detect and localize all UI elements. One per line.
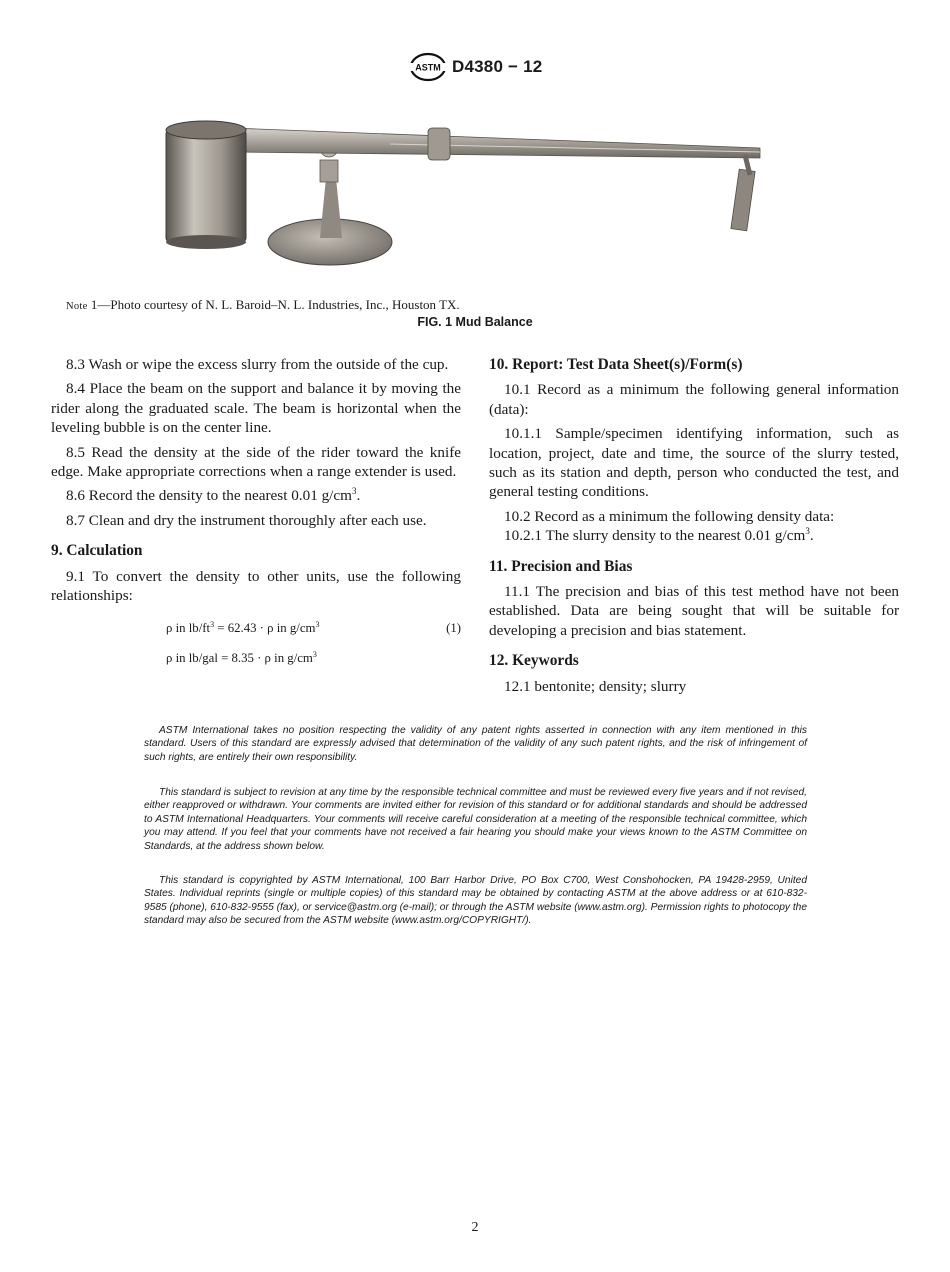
note-label: Note	[66, 301, 88, 312]
patent-statement: ASTM International takes no position respecting the validity of any patent rights asserted in connection with any item mentioned in this standard. Users of this standard are expressly advised that determination of the validity of any such patent rights, and the risk of infringement of such rights, are entirely their own responsibility.	[144, 725, 807, 763]
copyright-statement: This standard is copyrighted by ASTM International, 100 Barr Harbor Drive, PO Box C700, West Conshohocken, PA 19428-2959, United States. Individual reprints (single or multiple copies) of this standard may be obtained by contacting ASTM at the above address or at 610-832-9585 (phone), 610-832-9555 (fax), or service@astm.org (e-mail); or through the ASTM website (www.astm.org). Permission rights to photocopy the standard may also be secured from the ASTM website (www.astm.org/COPYRIGHT/).	[144, 875, 807, 927]
astm-logo	[408, 52, 448, 82]
paragraph-10-1: 10.1 Record as a minimum the following general information (data):	[489, 381, 899, 418]
paragraph-8-4: 8.4 Place the beam on the support and balance it by moving the rider along the graduated scale. The beam is horizontal when the leveling bubble is on the center line.	[51, 380, 461, 437]
paragraph-8-5: 8.5 Read the density at the side of the rider toward the knife edge. Make appropriate corrections when a range extender is used.	[51, 443, 461, 481]
figure-note	[66, 297, 460, 313]
section-12-heading: 12. Keywords	[489, 652, 579, 670]
left-column	[51, 355, 461, 677]
document-designation: D4380 − 12	[452, 57, 543, 76]
section-9-heading: 9. Calculation	[51, 542, 143, 560]
equation-number: (1)	[446, 621, 461, 636]
right-column	[489, 355, 899, 701]
note-text: 1—Photo courtesy of N. L. Baroid–N. L. Industries, Inc., Houston TX.	[87, 297, 460, 312]
page-number: 2	[471, 1220, 479, 1235]
paragraph-8-3: 8.3 Wash or wipe the excess slurry from the outside of the cup.	[66, 356, 449, 373]
section-11-heading: 11. Precision and Bias	[489, 557, 633, 575]
revision-statement: This standard is subject to revision at any time by the responsible technical committee and must be reviewed every five years and if not revised, either reapproved or withdrawn. Your comments are invited either for revision of this standard or for additional standards and should be addressed to ASTM International Headquarters. Your comments will receive careful consideration at a meeting of the responsible technical committee, which you may attend. If you feel that your comments have not received a fair hearing you should make your views known to the ASTM Committee on Standards, at the address shown below.	[144, 787, 807, 852]
section-10-heading: 10. Report: Test Data Sheet(s)/Form(s)	[489, 356, 743, 373]
paragraph-9-1: 9.1 To convert the density to other units, use the following relationships:	[51, 567, 461, 605]
paragraph-10-2-1: 10.2.1 The slurry density to the nearest 0.01 $g/cm^3$.	[504, 526, 814, 545]
astm-logo-text: ASTM	[415, 62, 441, 73]
paragraph-8-7: 8.7 Clean and dry the instrument thoroughly after each use.	[66, 511, 427, 529]
paragraph-11-1: 11.1 The precision and bias of this test method have not been established. Data are being sought that will be suitable for developing a precision and bias statement.	[489, 583, 899, 639]
mud-balance-photo	[160, 100, 775, 275]
equation-1: ρ in $lb/ft^3 = 62.43 \cdot \rho$ in $g/cm^3$ (1)	[51, 617, 461, 647]
figure-caption: FIG. 1 Mud Balance	[417, 315, 533, 329]
paragraph-12-1: 12.1 bentonite; density; slurry	[504, 677, 687, 695]
paragraph-10-2: 10.2 Record as a minimum the following density data:	[504, 507, 835, 525]
paragraph-8-6: 8.6 Record the density to the nearest 0.01 $g/cm^3$.	[66, 486, 361, 505]
paragraph-10-1-1: 10.1.1 Sample/specimen identifying information, such as location, project, date and time, the source of the slurry tested, such as its station and depth, person who conducted the test, and general testing conditions.	[489, 425, 899, 501]
equation-2: ρ in lb/gal = 8.35 · ρ in $g/cm^3$	[166, 650, 317, 666]
